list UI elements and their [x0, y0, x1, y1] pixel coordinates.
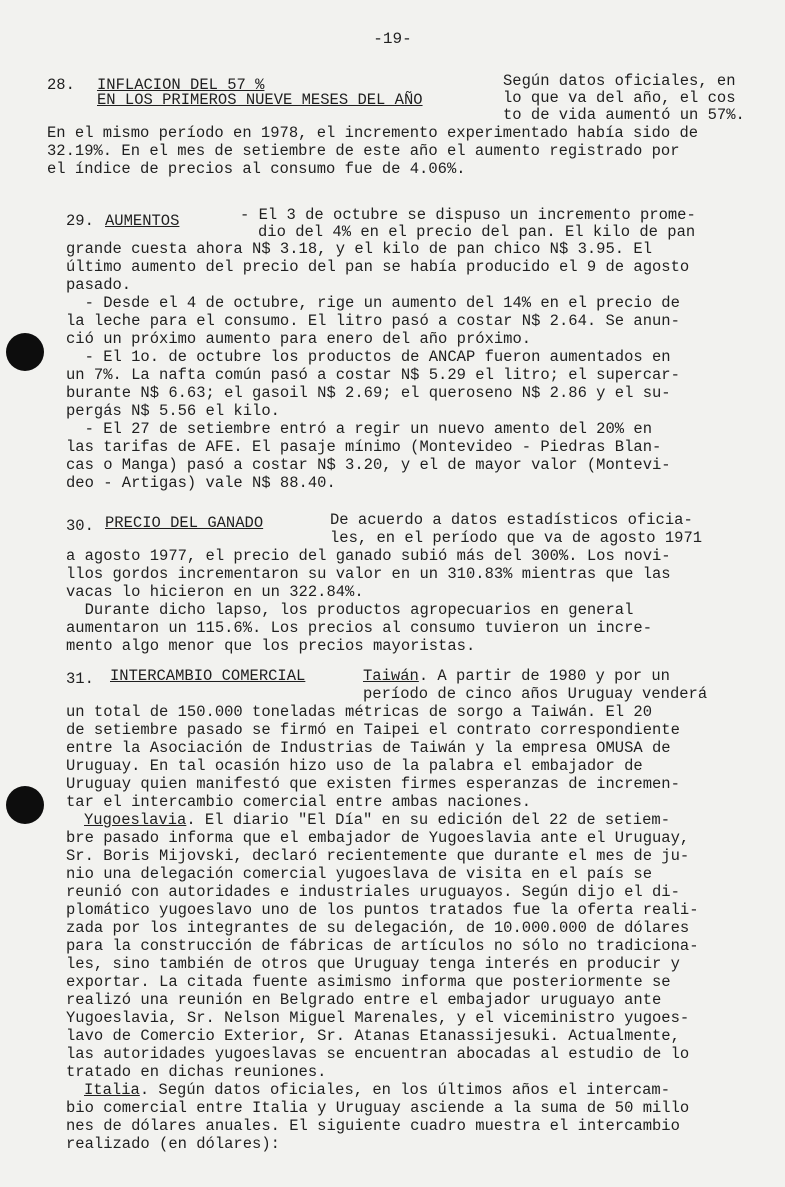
section-29-number: 29.: [66, 212, 94, 230]
section-28-heading: INFLACION DEL 57 %: [97, 76, 265, 94]
body-line: Yugoeslavia, Sr. Nelson Miguel Marenales, y el viceministro yugoes-: [66, 1009, 690, 1027]
section-30-side-text: les, en el período que va de agosto 1971: [330, 529, 703, 547]
body-line: de setiembre pasado se firmó en Taipei el contrato correspondiente: [66, 721, 680, 739]
section-31-number: 31.: [66, 670, 94, 688]
section-31-side-text: [363, 667, 670, 685]
section-28-heading: EN LOS PRIMEROS NUEVE MESES DEL AÑO: [97, 91, 423, 109]
body-line: bio comercial entre Italia y Uruguay asciende a la suma de 50 millo: [66, 1099, 690, 1117]
taiwan-label: Taiwán: [363, 667, 419, 685]
italia-label: Italia: [84, 1081, 140, 1099]
body-line: vacas lo hicieron en un 322.84%.: [66, 583, 364, 601]
body-line: - Desde el 4 de octubre, rige un aumento del 14% en el precio de: [66, 294, 680, 312]
body-line: aumentaron un 115.6%. Los precios al consumo tuvieron un incre-: [66, 619, 652, 637]
body-line: tratado en dichas reuniones.: [66, 1063, 327, 1081]
italia-text: . Según datos oficiales, en los últimos años el intercam-: [139, 1081, 670, 1099]
body-line: reunió con autoridades e industriales uruguayos. Según dijo el di-: [66, 883, 680, 901]
body-line: - El 1o. de octubre los productos de ANCAP fueron aumentados en: [66, 348, 671, 366]
section-28-side-text: Según datos oficiales, en: [503, 72, 736, 90]
body-line: las tarifas de AFE. El pasaje mínimo (Montevideo - Piedras Blan-: [66, 438, 662, 456]
body-line: pasado.: [66, 276, 132, 294]
section-28-side-text: to de vida aumentó un 57%.: [503, 106, 745, 124]
body-line: Durante dicho lapso, los productos agropecuarios en general: [66, 601, 634, 619]
body-line: ció un próximo aumento para enero del año próximo.: [66, 330, 532, 348]
body-line: Sr. Boris Mijovski, declaró recientemente que durante el mes de ju-: [66, 847, 690, 865]
taiwan-text: . A partir de 1980 y por un: [418, 667, 670, 685]
section-29-heading: AUMENTOS: [105, 212, 180, 230]
body-line: nes de dólares anuales. El siguiente cuadro muestra el intercambio: [66, 1117, 680, 1135]
body-line: plomático yugoeslavo uno de los puntos tratados fue la oferta reali-: [66, 901, 699, 919]
body-line: En el mismo período en 1978, el incremento experimentado había sido de: [47, 124, 699, 142]
page-number: -19-: [373, 30, 412, 48]
body-line: zada por los integrantes de su delegación, de 10.000.000 de dólares: [66, 919, 690, 937]
body-line: Uruguay quien manifestó que existen firmes esperanzas de incremen-: [66, 775, 680, 793]
section-28-side-text: lo que va del año, el cos: [503, 89, 736, 107]
body-line: lavo de Comercio Exterior, Sr. Atanas Etanassijesuki. Actualmente,: [66, 1027, 680, 1045]
yugoeslavia-paragraph: [84, 811, 670, 829]
body-line: entre la Asociación de Industrias de Taiwán y la empresa OMUSA de: [66, 739, 671, 757]
body-line: realizó una reunión en Belgrado entre el embajador uruguayo ante: [66, 991, 662, 1009]
body-line: deo - Artigas) vale N$ 88.40.: [66, 474, 336, 492]
italia-paragraph: [84, 1081, 670, 1099]
body-line: el índice de precios al consumo fue de 4.06%.: [47, 160, 466, 178]
body-line: realizado (en dólares):: [66, 1135, 280, 1153]
body-line: un total de 150.000 toneladas métricas de sorgo a Taiwán. El 20: [66, 703, 652, 721]
yugoeslavia-label: Yugoeslavia: [84, 811, 187, 829]
body-line: para la construcción de fábricas de artículos no sólo no tradiciona-: [66, 937, 699, 955]
body-line: 32.19%. En el mes de setiembre de este año el aumento registrado por: [47, 142, 680, 160]
section-30-side-text: De acuerdo a datos estadísticos oficia-: [330, 511, 693, 529]
body-line: les, sino también de otros que Uruguay tenga interés en producir y: [66, 955, 680, 973]
yugoeslavia-text: . El diario "El Día" en su edición del 22 de setiem-: [186, 811, 671, 829]
body-line: burante N$ 6.63; el gasoil N$ 2.69; el queroseno N$ 2.86 y el su-: [66, 384, 671, 402]
body-line: tar el intercambio comercial entre ambas naciones.: [66, 793, 532, 811]
body-line: - El 27 de setiembre entró a regir un nuevo amento del 20% en: [66, 420, 652, 438]
body-line: bre pasado informa que el embajador de Yugoeslavia ante el Uruguay,: [66, 829, 690, 847]
body-line: exportar. La citada fuente asimismo informa que posteriormente se: [66, 973, 671, 991]
body-line: Uruguay. En tal ocasión hizo uso de la palabra el embajador de: [66, 757, 643, 775]
section-31-heading: INTERCAMBIO COMERCIAL: [110, 667, 306, 685]
body-line: llos gordos incrementaron su valor en un 310.83% mientras que las: [66, 565, 671, 583]
body-line: pergás N$ 5.56 el kilo.: [66, 402, 280, 420]
section-28-number: 28.: [47, 76, 75, 94]
body-line: mento algo menor que los precios mayoristas.: [66, 637, 476, 655]
section-29-side-text: - El 3 de octubre se dispuso un incremento prome-: [240, 206, 696, 224]
body-line: a agosto 1977, el precio del ganado subió más del 300%. Los novi-: [66, 547, 671, 565]
punch-hole: [6, 333, 44, 371]
body-line: último aumento del precio del pan se había producido el 9 de agosto: [66, 258, 690, 276]
body-line: cas o Manga) pasó a costar N$ 3.20, y el de mayor valor (Montevi-: [66, 456, 671, 474]
section-30-heading: PRECIO DEL GANADO: [105, 514, 264, 532]
section-29-side-text: dio del 4% en el precio del pan. El kilo de pan: [258, 223, 696, 241]
body-line: un 7%. La nafta común pasó a costar N$ 5.29 el litro; el supercar-: [66, 366, 680, 384]
punch-hole: [6, 786, 44, 824]
section-30-number: 30.: [66, 517, 94, 535]
body-line: la leche para el consumo. El litro pasó a costar N$ 2.64. Se anun-: [66, 312, 680, 330]
body-line: grande cuesta ahora N$ 3.18, y el kilo de pan chico N$ 3.95. El: [66, 240, 652, 258]
body-line: nio una delegación comercial yugoeslava de visita en el país se: [66, 865, 652, 883]
body-line: las autoridades yugoeslavas se encuentran abocadas al estudio de lo: [66, 1045, 690, 1063]
section-31-side-text: período de cinco años Uruguay venderá: [363, 685, 708, 703]
